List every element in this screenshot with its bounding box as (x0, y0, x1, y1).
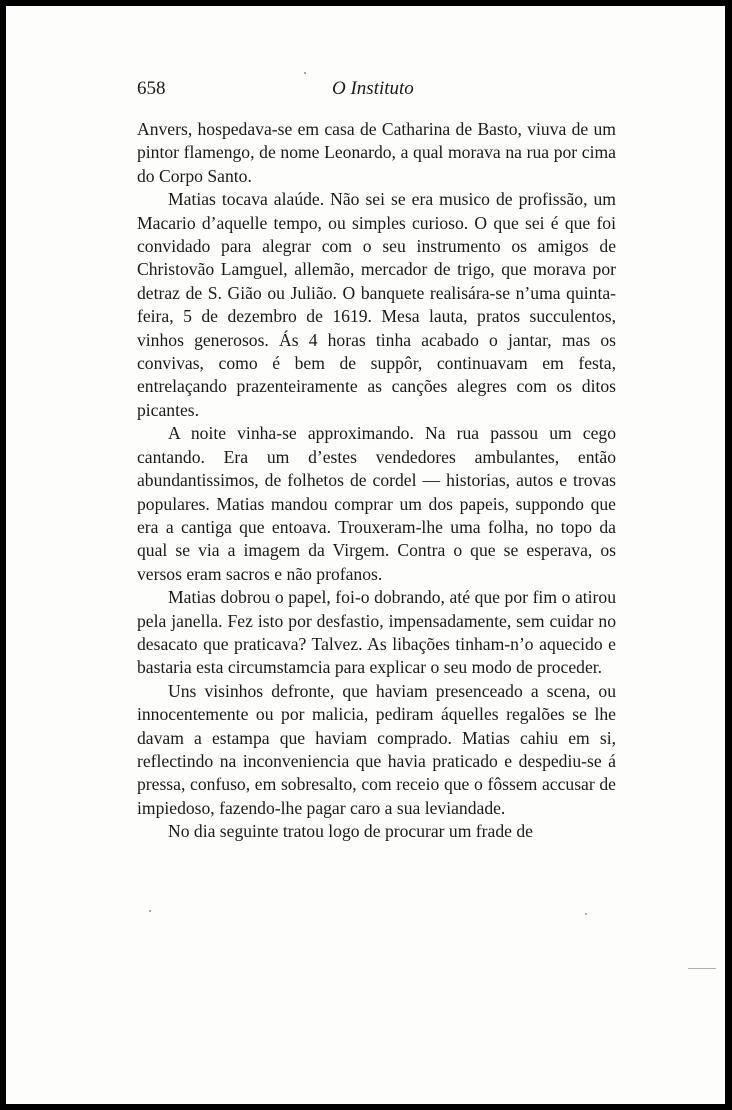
paragraph-continued: Anvers, hospedava-se em casa de Catharina de Basto, viuva de um pintor flamengo, de nome Leonardo, a qual morava na rua por cima do Corpo Santo. (137, 119, 616, 186)
running-title: O Instituto (332, 78, 414, 99)
scan-speck (585, 913, 587, 915)
paragraph: Matias tocava alaúde. Não sei se era musico de profissão, um Macario d’aquelle tempo, ou simples curioso. O que sei é que foi convidado para alegrar com o seu instrumento os amigos de Christovão Lamguel, allemão, mercador de trigo, que morava por detraz de S. Gião ou Julião. O banquete realisára-se n’uma quinta-feira, 5 de dezembro de 1619. Mesa lauta, pratos succulentos, vinhos generosos. Ás 4 horas tinha acabado o jantar, mas os convivas, como é bem de suppôr, continuavam em festa, entrelaçando prazenteiramente as canções alegres com os ditos picantes. (137, 189, 616, 420)
paragraph: A noite vinha-se approximando. Na rua passou um cego cantando. Era um d’estes vendedores ambulantes, então abundantissimos, de folhetos de cordel — historias, autos e trovas populares. Matias mandou comprar um dos papeis, suppondo que era a cantiga que entoava. Trouxeram-lhe uma folha, no topo da qual se via a imagem da Virgem. Contra o que se esperava, os versos eram sacros e não profanos. (137, 423, 616, 584)
body-text (137, 118, 616, 844)
paragraph: Uns visinhos defronte, que haviam presenceado a scena, ou innocentemente ou por malicia, pediram áquelles regalões se lhe davam a estampa que haviam comprado. Matias cahiu em si, reflectindo na inconveniencia que havia praticado e despediu-se á pressa, confuso, em sobresalto, com receio que o fôssem accusar de impiedoso, fazendo-lhe pagar caro a sua leviandade. (137, 680, 616, 818)
scan-speck (304, 72, 306, 74)
paragraph-final-partial: No dia seguinte tratou logo de procurar um frade de (168, 821, 533, 842)
scan-speck (149, 910, 151, 912)
paragraph: Matias dobrou o papel, foi-o dobrando, até que por fim o atirou pela janella. Fez isto por desfastio, impensadamente, sem cuidar no desacato que praticava? Talvez. As libações tinham-n’o aquecido e bastaria esta circumstamcia para explicar o seu modo de proceder. (137, 587, 616, 678)
page-number: 658 (137, 78, 166, 99)
page-header (137, 74, 617, 106)
margin-mark (688, 968, 716, 969)
